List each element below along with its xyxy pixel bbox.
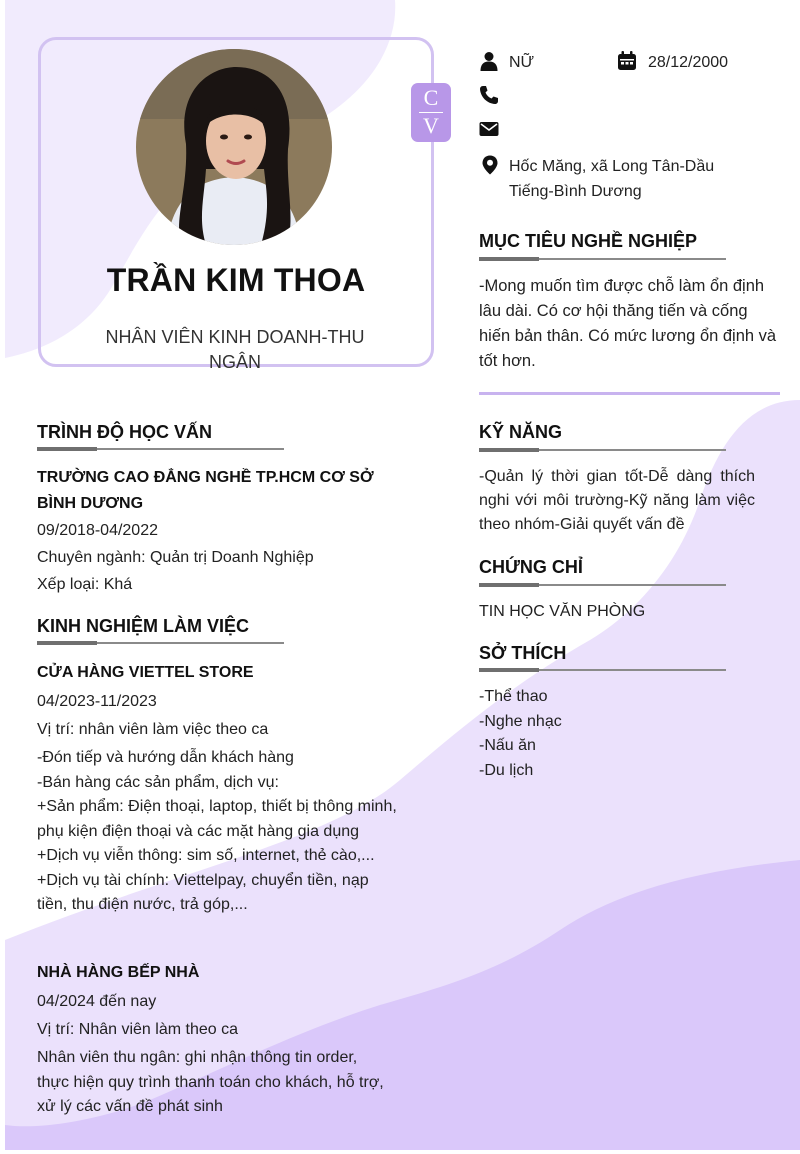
experience-underline: [37, 641, 284, 645]
education-underline: [37, 447, 284, 451]
skills-text: -Quản lý thời gian tốt-Dễ dàng thích nghi với môi trường-Kỹ năng làm việc theo nhóm-Giải quyết vấn đề: [479, 468, 755, 533]
cv-badge-bottom: V: [423, 113, 439, 138]
birthday-value: 28/12/2000: [648, 54, 729, 71]
gender-value: NỮ: [509, 54, 535, 71]
avatar: [136, 49, 332, 245]
education-major: Chuyên ngành: Quản trị Doanh Nghiệp: [37, 549, 314, 566]
hobby-item: -Du lịch: [479, 761, 534, 779]
job-duty-line: +Sản phẩm: Điện thoại, laptop, thiết bị thông minh, phụ kiện điện thoại và các mặt hàng gia dụng: [37, 798, 397, 840]
job-company: CỬA HÀNG VIETTEL STORE: [37, 664, 254, 681]
education-period: 09/2018-04/2022: [37, 522, 158, 539]
hobby-item: -Thể thao: [479, 688, 548, 705]
objective-underline: [479, 257, 726, 261]
phone-icon: [479, 85, 499, 105]
job-duty-line: Nhân viên thu ngân: ghi nhận thông tin order, thực hiện quy trình thanh toán cho khách, hỗ trợ, xử lý các vấn đề phát sinh: [37, 1049, 384, 1115]
job-title: NHÂN VIÊN KINH DOANH-THU NGÂN: [105, 327, 365, 372]
hobbies-list: [479, 685, 562, 783]
email-icon: [479, 119, 499, 139]
education-grade: Xếp loại: Khá: [37, 576, 133, 593]
cv-badge: [411, 83, 451, 142]
job-position: Vị trí: Nhân viên làm theo ca: [37, 1021, 238, 1038]
job-company: NHÀ HÀNG BẾP NHÀ: [37, 964, 200, 981]
job-duty-line: +Dịch vụ viễn thông: sim số, internet, thẻ cào,...: [37, 847, 375, 864]
candidate-name: TRẦN KIM THOA: [106, 262, 366, 298]
cv-badge-top: C: [423, 85, 439, 110]
location-icon: [480, 155, 500, 175]
job-duty-line: -Đón tiếp và hướng dẫn khách hàng: [37, 749, 294, 766]
job-duties: [37, 1046, 387, 1120]
hobby-item: -Nấu ăn: [479, 737, 536, 754]
certificates-underline: [479, 583, 726, 587]
objective-title: MỤC TIÊU NGHỀ NGHIỆP: [479, 231, 698, 251]
education-title: TRÌNH ĐỘ HỌC VẤN: [37, 422, 212, 442]
job-duty-line: -Bán hàng các sản phẩm, dịch vụ:: [37, 773, 279, 791]
address-value: Hốc Măng, xã Long Tân-Dầu Tiếng-Bình Dương: [509, 158, 715, 200]
job-position: Vị trí: nhân viên làm việc theo ca: [37, 721, 269, 738]
experience-title: KINH NGHIỆM LÀM VIỆC: [37, 616, 250, 636]
divider-line: [479, 392, 780, 395]
user-icon: [479, 51, 499, 71]
job-duty-line: +Dịch vụ tài chính: Viettelpay, chuyển tiền, nạp tiền, thu điện nước, trả góp,...: [37, 871, 369, 913]
skills-title: KỸ NĂNG: [479, 422, 563, 442]
hobbies-title: SỞ THÍCH: [479, 643, 567, 663]
certificates-title: CHỨNG CHỈ: [479, 557, 583, 577]
job-duties: [37, 746, 399, 918]
job-period: 04/2024 đến nay: [37, 993, 157, 1010]
job-period: 04/2023-11/2023: [37, 693, 157, 710]
hobby-item: -Nghe nhạc: [479, 712, 562, 730]
school-name: TRƯỜNG CAO ĐẲNG NGHỀ TP.HCM CƠ SỞ BÌNH DƯƠNG: [37, 469, 374, 512]
objective-text: -Mong muốn tìm được chỗ làm ổn định lâu dài. Có cơ hội thăng tiến và cống hiến bản thân. Có mức lương ổn định và tốt hơn.: [479, 277, 777, 370]
hobbies-underline: [479, 668, 726, 672]
calendar-icon: [617, 51, 637, 71]
certificate-item: TIN HỌC VĂN PHÒNG: [479, 603, 646, 620]
skills-underline: [479, 448, 726, 452]
